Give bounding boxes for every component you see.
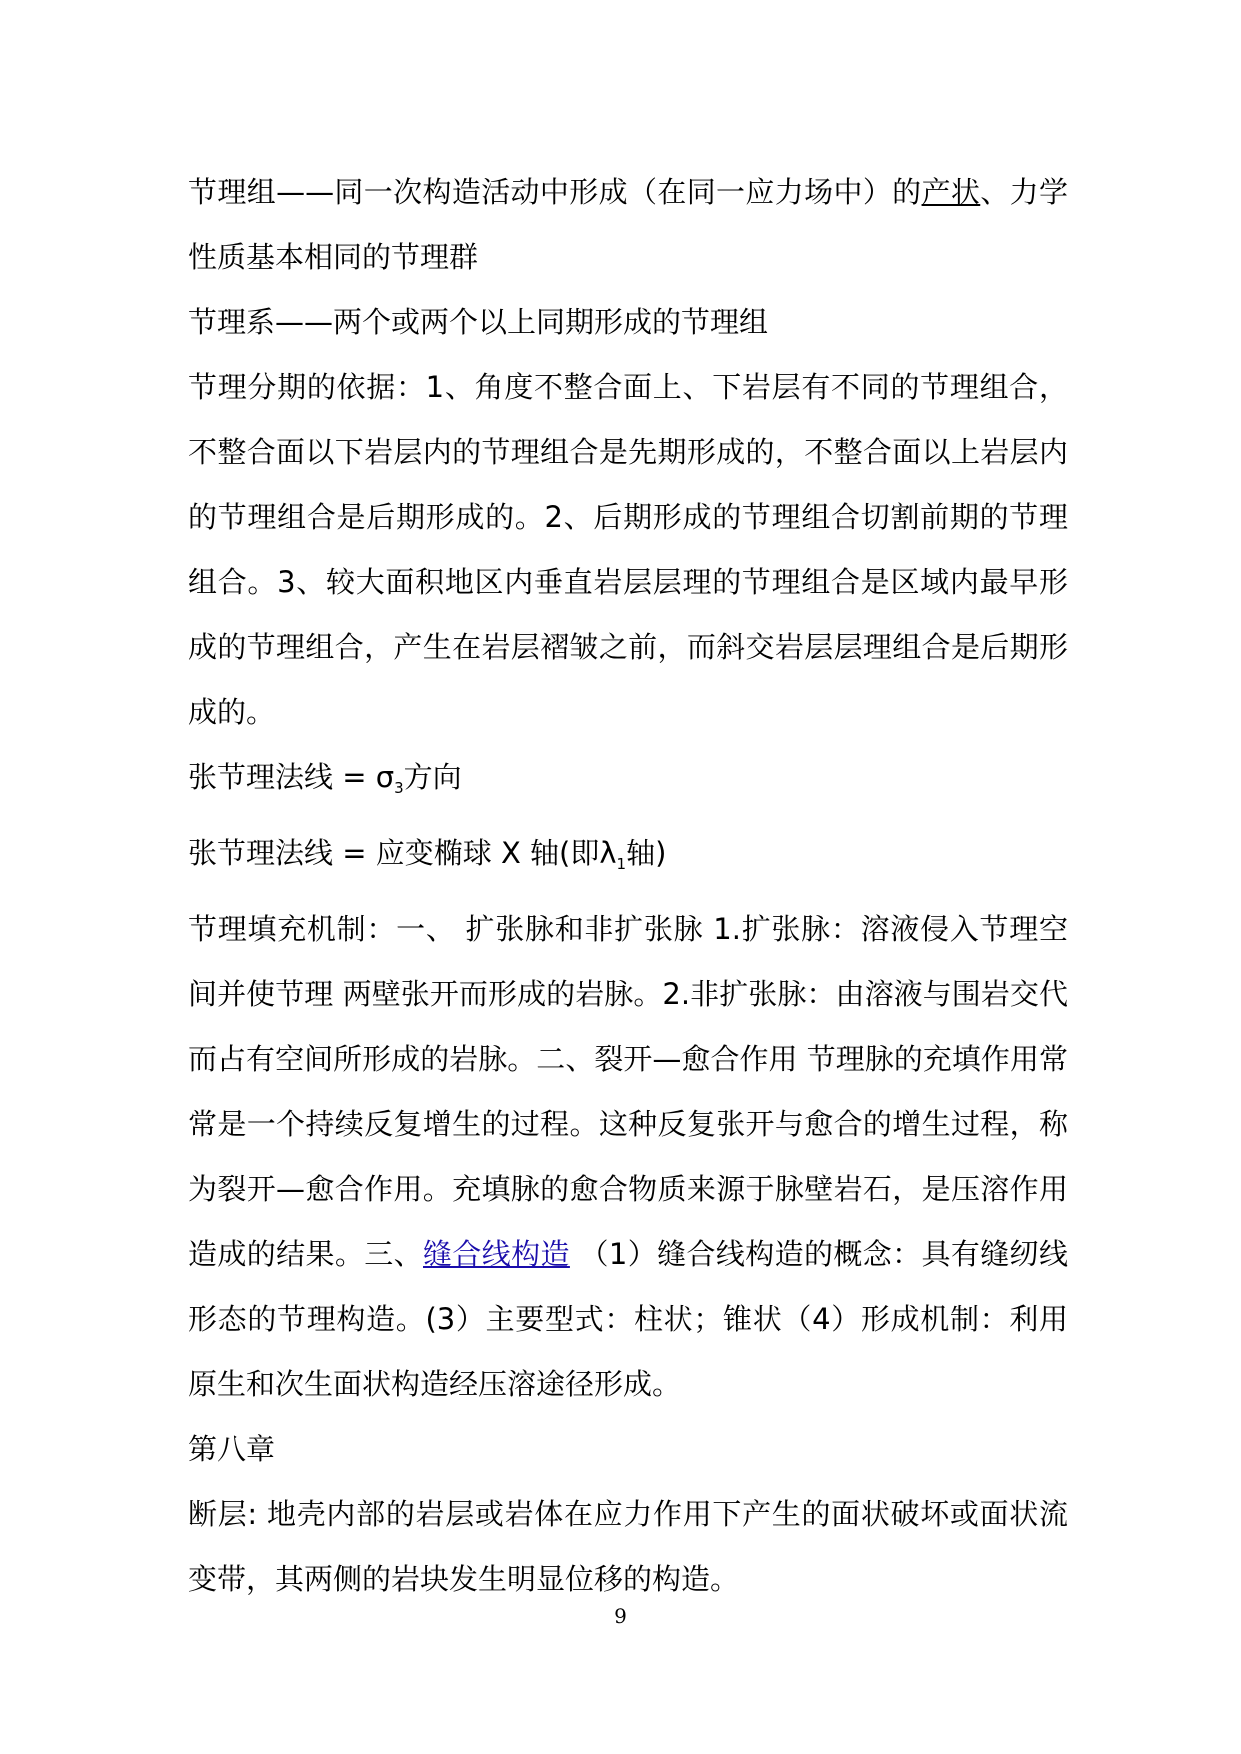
paragraph-tension-joint-sigma: 张节理法线 = $\sigma_3$方向 [188,760,462,797]
chapter-heading: 第八章 [188,1432,276,1466]
paragraph-fault-definition: 断层: 地壳内部的岩层或岩体在应力作用下产生的面状破坏或面状流变带，其两侧的岩块发生明显位移的构造。 [188,1497,1068,1596]
paragraph-joint-system: 节理系——两个或两个以上同期形成的节理组 [188,305,769,339]
page-number: 9 [614,1604,627,1628]
paragraph-joint-staging: 节理分期的依据：1、角度不整合面上、下岩层有不同的节理组合，不整合面以下岩层内的节理组合是先期形成的，不整合面以上岩层内的节理组合是后期形成的。2、后期形成的节理组合切割前期的节理组合。3、较大面积地区内垂直岩层层理的节理组合是区域内最早形成的节理组合，产生在岩层褶皱之前，而斜交岩层层理组合是后期形成的。 [188,370,1068,729]
document-body [188,160,1068,1612]
underlined-term: 产状 [921,175,981,209]
paragraph-tension-joint-strain: 张节理法线 = 应变椭球 X 轴(即$\lambda_1$轴) [188,836,667,873]
paragraph-joint-set: 节理组——同一次构造活动中形成（在同一应力场中）的产状、力学性质基本相同的节理群 [188,175,1068,274]
paragraph-joint-filling: 节理填充机制：一、 扩张脉和非扩张脉 1.扩张脉：溶液侵入节理空间并使节理 两壁张开而形成的岩脉。2.非扩张脉：由溶液与围岩交代而占有空间所形成的岩脉。二、裂开—愈合作用 节理脉的充填作用常常是一个持续反复增生的过程。这种反复张开与愈合的增生过程，称为裂开—愈合作用。充填脉的愈合物质来源于脉壁岩石，是压溶作用造成的结果。三、缝合线构造 （1）缝合线构造的概念：具有缝纫线形态的节理构造。(3）主要型式：柱状；锥状（4）形成机制：利用原生和次生面状构造经压溶途径形成。 [188,912,1068,1401]
stylolite-link[interactable]: 缝合线构造 [423,1237,570,1271]
